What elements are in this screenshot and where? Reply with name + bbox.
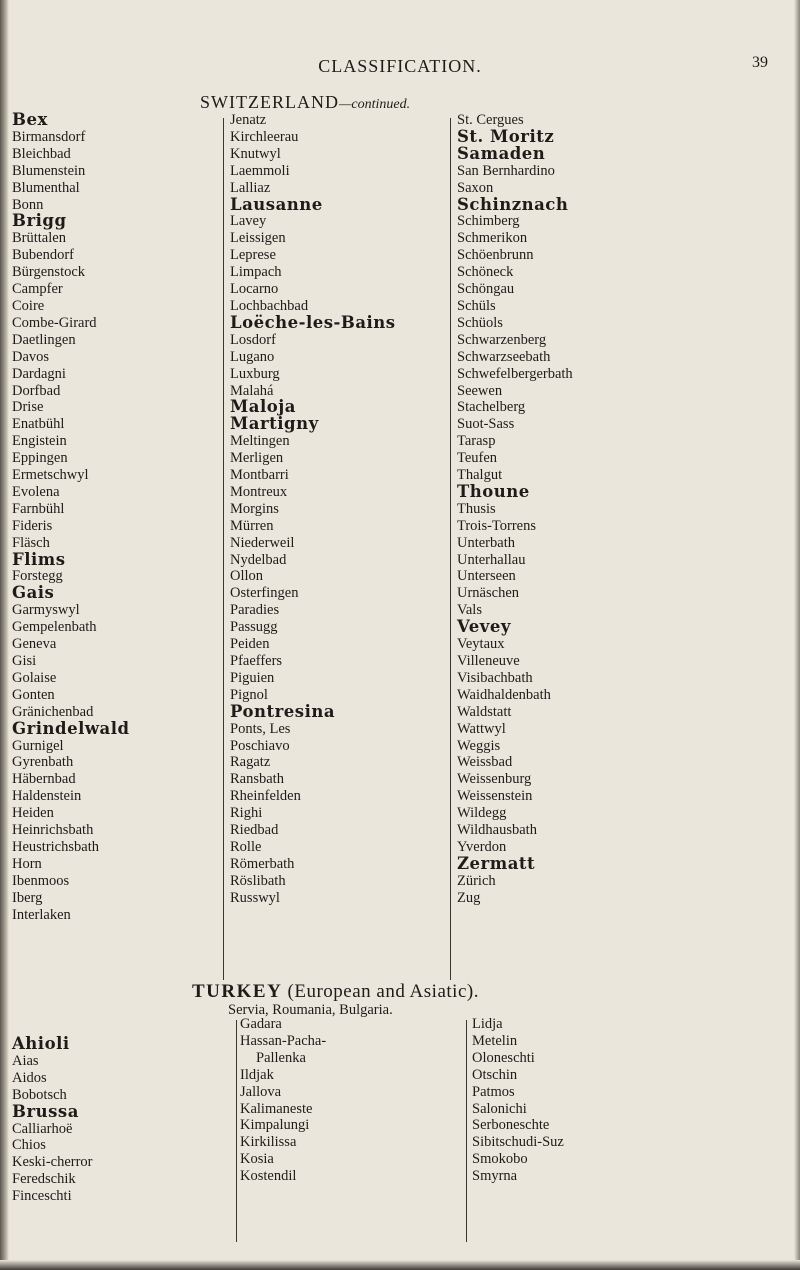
place-name: Daetlingen [12, 331, 76, 348]
place-name: Pallenka [256, 1049, 306, 1066]
place-name: Hassan-Pacha- [240, 1032, 327, 1049]
place-name: Gränichenbad [12, 703, 94, 720]
place-name: Leprese [230, 247, 276, 264]
place-name: Schwarzseebath [457, 348, 551, 365]
place-name: Gempelenbath [12, 619, 97, 636]
section-subtitle: Servia, Roumania, Bulgaria. [228, 1002, 393, 1018]
place-name: Ahioli [12, 1034, 70, 1053]
place-name: Loëche-les-Bains [230, 312, 396, 332]
place-name: Kirkilissa [240, 1134, 297, 1151]
place-name: Bleichbad [12, 145, 71, 162]
place-name: Garmyswyl [12, 602, 80, 619]
place-name: Gisi [12, 653, 37, 669]
place-name: Forstegg [12, 568, 63, 585]
place-name: Otschin [472, 1066, 518, 1083]
place-name: Weissbad [457, 754, 513, 771]
place-name: Jallova [240, 1083, 282, 1100]
place-name: Finceschti [12, 1188, 72, 1205]
place-name: Vevey [457, 617, 511, 637]
place-name: Brussa [12, 1101, 79, 1121]
place-name: Flims [12, 549, 66, 569]
place-name: Chios [12, 1137, 46, 1154]
place-name: Morgins [230, 500, 279, 517]
place-name: Mürren [230, 517, 274, 534]
place-name: Rheinfelden [230, 788, 301, 805]
place-name: Wildegg [457, 805, 507, 822]
turkey-column-3 [472, 1016, 564, 1185]
place-name: Schöneck [457, 264, 514, 281]
place-name: Wattwyl [457, 720, 506, 737]
place-name: Davos [12, 348, 50, 365]
place-name: Nydelbad [230, 551, 287, 568]
turkey-column-2 [240, 1016, 326, 1185]
place-name: Lochbachbad [230, 297, 309, 314]
place-name: Interlaken [12, 906, 71, 923]
place-name: Unterseen [457, 568, 516, 585]
place-name: Visibachbath [457, 669, 533, 686]
place-name: Haldenstein [12, 788, 82, 805]
place-name: Schmerikon [457, 230, 528, 247]
place-name: Oloneschti [472, 1049, 535, 1066]
place-name: Ransbath [230, 771, 284, 788]
place-name: Geneva [12, 636, 57, 653]
place-name: Schöngau [457, 281, 515, 298]
place-name: Paradies [230, 602, 280, 619]
place-name: Coire [12, 297, 45, 314]
place-name: Lugano [230, 348, 275, 365]
section-title-qualifier: (European and Asiatic). [287, 981, 479, 1002]
place-name: Kostendil [240, 1168, 297, 1185]
place-name: Zug [457, 889, 481, 906]
place-name: Aias [12, 1052, 39, 1069]
place-name: Montbarri [230, 467, 289, 484]
place-name: Fideris [12, 517, 53, 534]
place-name: Pontresina [230, 701, 336, 721]
place-name: Thalgut [457, 467, 503, 484]
place-name: Tarasp [457, 433, 496, 450]
place-name: Bobotsch [12, 1086, 67, 1103]
place-name: Meltingen [230, 433, 290, 450]
place-name: Blumenstein [12, 162, 86, 179]
place-name: Campfer [12, 281, 63, 298]
section-continued-note: —continued. [338, 97, 411, 112]
place-name: Poschiavo [230, 737, 290, 754]
place-name: Römerbath [230, 855, 295, 872]
place-name: Knutwyl [230, 145, 281, 162]
place-name: Lavey [230, 213, 267, 230]
place-name: Schwarzenberg [457, 331, 547, 348]
place-name: Weggis [457, 737, 501, 754]
place-name: Lidja [472, 1016, 503, 1032]
place-name: Passugg [230, 619, 278, 636]
place-name: Bex [12, 110, 48, 129]
place-name: Golaise [12, 669, 57, 686]
place-name: Maloja [230, 397, 296, 417]
place-name: Metelin [472, 1032, 518, 1049]
place-name: Serboneschte [472, 1117, 550, 1134]
place-name: Heinrichsbath [12, 822, 94, 839]
running-title: CLASSIFICATION. [318, 56, 482, 76]
place-name: Lausanne [230, 194, 323, 214]
column-rule [450, 118, 451, 980]
place-name: Gurnigel [12, 737, 64, 754]
place-name: Samaden [457, 143, 546, 163]
place-name: Luxburg [230, 365, 280, 382]
place-name: Horn [12, 855, 42, 872]
place-name: Riedbad [230, 822, 279, 839]
place-name: Schöenbrunn [457, 247, 534, 264]
place-name: Wildhausbath [457, 822, 537, 839]
place-name: Ildjak [240, 1066, 274, 1083]
place-name: Engistein [12, 433, 67, 450]
place-name: Peiden [230, 636, 270, 653]
place-name: Ibenmoos [12, 872, 70, 889]
place-name: Trois-Torrens [457, 517, 537, 534]
place-name: Jenatz [230, 112, 267, 128]
place-name: Waldstatt [457, 703, 512, 720]
place-name: Unterbath [457, 534, 515, 551]
place-name: Schinznach [457, 194, 569, 214]
place-name: Teufen [457, 450, 498, 467]
place-name: Kosia [240, 1151, 274, 1168]
place-name: Drise [12, 399, 44, 416]
place-name: Bonn [12, 196, 44, 213]
place-name: St. Moritz [457, 126, 555, 146]
place-name: Urnäschen [457, 585, 520, 602]
place-name: Dardagni [12, 365, 66, 382]
section-title-main: TURKEY [192, 981, 283, 1002]
place-name: Combe-Girard [12, 314, 97, 331]
place-name: Thoune [457, 481, 530, 501]
place-name: Birmansdorf [12, 128, 86, 145]
place-name: Patmos [472, 1083, 515, 1100]
place-name: Brüttalen [12, 230, 66, 247]
place-name: Pfaeffers [230, 653, 283, 669]
place-name: Blumenthal [12, 179, 80, 196]
switzerland-column-1 [12, 112, 130, 924]
place-name: Montreux [230, 483, 288, 500]
page-number: 39 [752, 54, 768, 71]
page-edge-right [794, 0, 800, 1270]
place-name: Weissenstein [457, 788, 533, 805]
place-name: Häbernbad [12, 771, 76, 788]
place-name: Ponts, Les [230, 720, 291, 737]
place-name: Ragatz [230, 754, 271, 771]
place-name: Waidhaldenbath [457, 686, 551, 703]
place-name: Dorfbad [12, 382, 61, 399]
place-name: Salonichi [472, 1100, 527, 1117]
place-name: Piguien [230, 669, 275, 686]
place-name: Leissigen [230, 230, 286, 247]
place-name: Ermetschwyl [12, 467, 89, 484]
place-name: Schimberg [457, 213, 520, 230]
place-name: Sibitschudi-Suz [472, 1134, 564, 1151]
place-name: Rolle [230, 838, 262, 855]
section-title-switzerland [200, 92, 410, 113]
place-name: Schwefelbergerbath [457, 365, 573, 382]
place-name: Vals [457, 602, 482, 619]
place-name: Schüols [457, 314, 503, 331]
place-name: Farnbühl [12, 500, 65, 517]
place-name: Lalliaz [230, 179, 271, 196]
place-name: Smyrna [472, 1168, 518, 1185]
place-name: Weissenburg [457, 771, 532, 788]
place-name: Grindelwald [12, 718, 130, 738]
place-name: Schüls [457, 297, 496, 314]
place-name: Brigg [12, 211, 67, 231]
place-name: Eppingen [12, 450, 68, 467]
page-edge-bottom [0, 1260, 800, 1270]
place-name: Martigny [230, 414, 319, 434]
place-name: Merligen [230, 450, 284, 467]
place-name: Stachelberg [457, 399, 526, 416]
section-title-turkey [192, 981, 479, 1003]
place-name: Yverdon [457, 838, 507, 855]
page-edge-left [0, 0, 9, 1270]
place-name: Pignol [230, 686, 268, 703]
place-name: Aidos [12, 1069, 47, 1086]
section-title-text: SWITZERLAND [200, 92, 339, 112]
turkey-column-1 [12, 1036, 93, 1205]
place-name: Iberg [12, 889, 43, 906]
place-name: Feredschik [12, 1171, 76, 1188]
place-name: Enatbühl [12, 416, 65, 433]
place-name: Saxon [457, 179, 494, 196]
place-name: Niederweil [230, 534, 295, 551]
place-name: Righi [230, 805, 263, 822]
place-name: Losdorf [230, 331, 276, 348]
place-name: Gais [12, 583, 55, 603]
place-name: Bürgenstock [12, 264, 86, 281]
place-name: Gadara [240, 1016, 282, 1032]
place-name: Ollon [230, 568, 264, 585]
place-name: Laemmoli [230, 162, 290, 179]
place-name: Osterfingen [230, 585, 299, 602]
place-name: Calliarhoë [12, 1120, 73, 1137]
place-name: Kimpalungi [240, 1117, 310, 1134]
place-name: Bubendorf [12, 247, 75, 264]
place-name: Gonten [12, 686, 55, 703]
place-name: San Bernhardino [457, 162, 555, 179]
place-name: Zürich [457, 872, 496, 889]
place-name: Keski-cherror [12, 1154, 93, 1171]
place-name: Heiden [12, 805, 54, 822]
place-name: Smokobo [472, 1151, 528, 1168]
column-rule [236, 1020, 237, 1242]
place-name: Limpach [230, 264, 282, 281]
place-name: Heustrichsbath [12, 838, 99, 855]
place-name: Fläsch [12, 534, 50, 551]
place-name: St. Cergues [457, 112, 524, 128]
column-rule [223, 118, 224, 980]
switzerland-column-3 [457, 112, 573, 907]
place-name: Suot-Sass [457, 416, 515, 433]
place-name: Zermatt [457, 853, 536, 873]
switzerland-column-2 [230, 112, 396, 907]
place-name: Russwyl [230, 889, 280, 906]
place-name: Röslibath [230, 872, 286, 889]
place-name: Gyrenbath [12, 754, 74, 771]
place-name: Kalimaneste [240, 1100, 313, 1117]
place-name: Locarno [230, 281, 279, 298]
place-name: Kirchleerau [230, 128, 299, 145]
place-name: Malahá [230, 382, 274, 399]
place-name: Villeneuve [457, 653, 520, 669]
place-name: Unterhallau [457, 551, 526, 568]
place-name: Seewen [457, 382, 503, 399]
column-rule [466, 1020, 467, 1242]
place-name: Thusis [457, 500, 496, 517]
place-name: Veytaux [457, 636, 505, 653]
place-name: Evolena [12, 483, 60, 500]
